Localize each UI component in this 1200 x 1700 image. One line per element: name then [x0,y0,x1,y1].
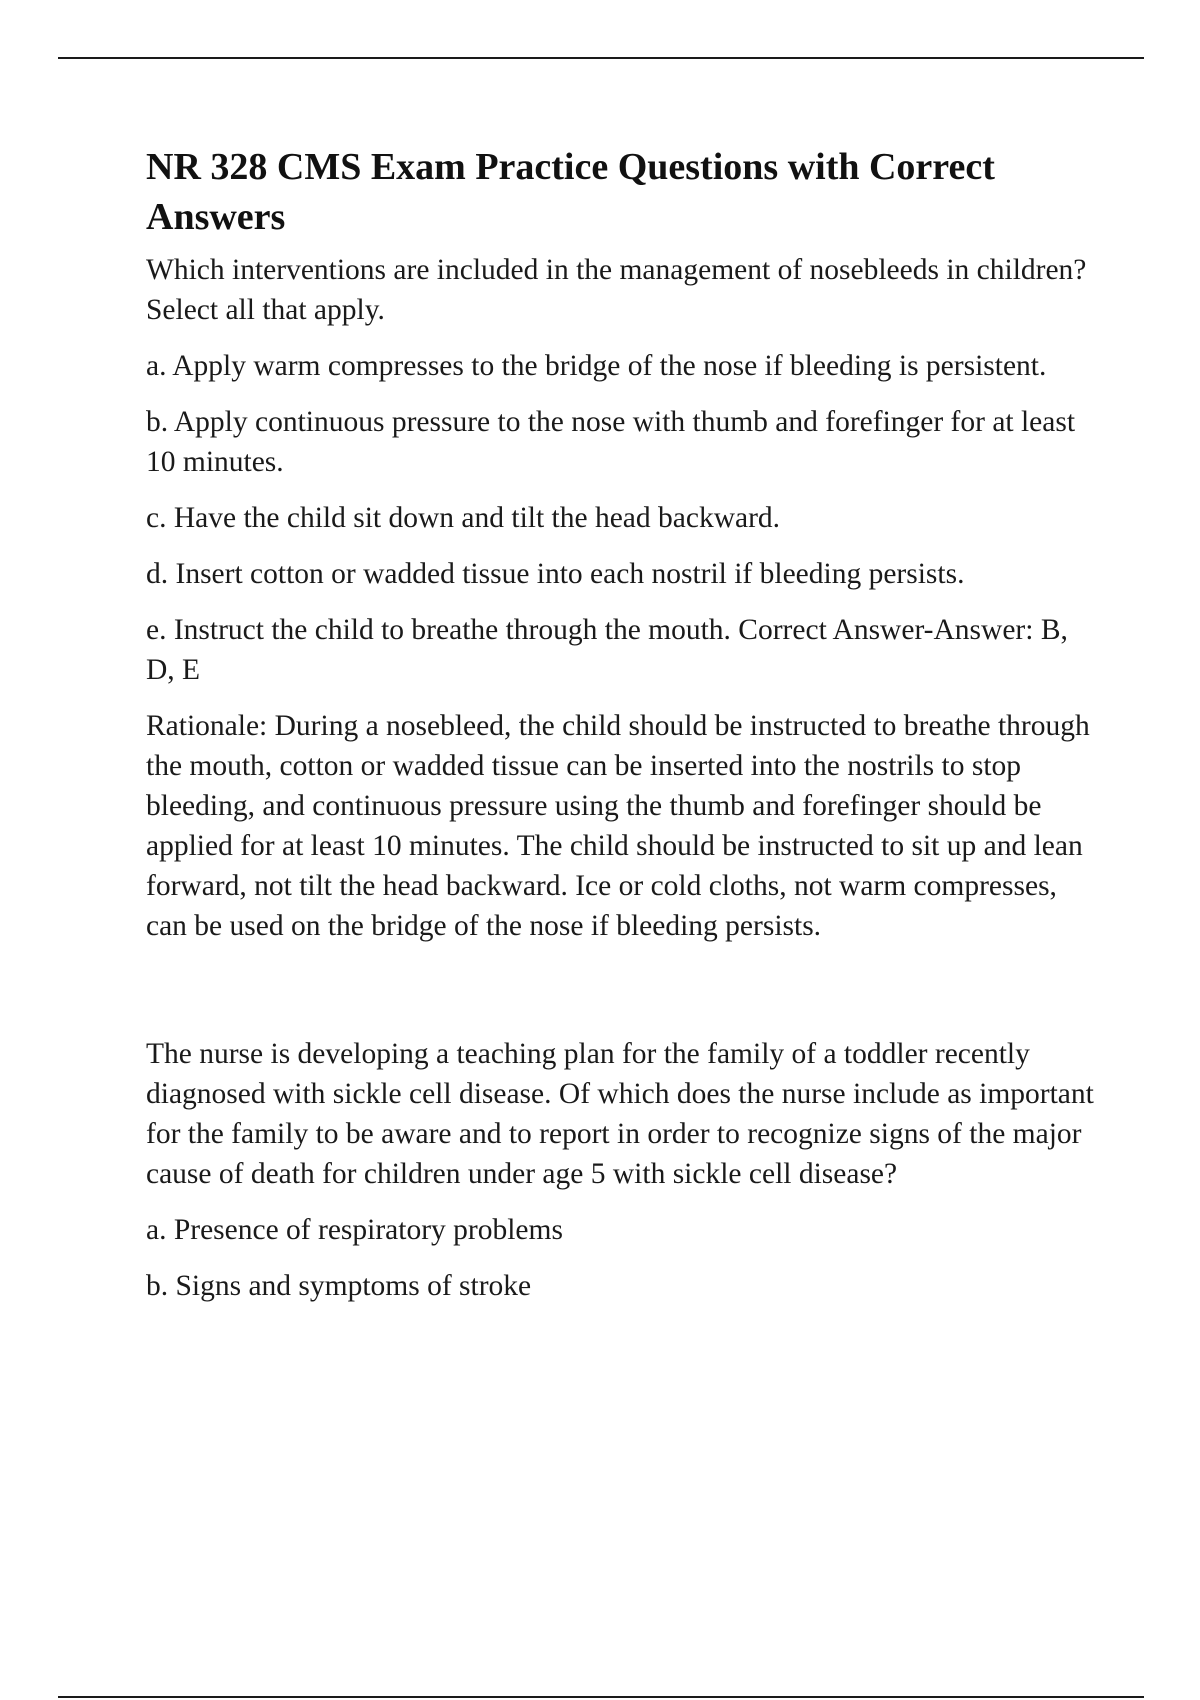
question-1 [146,250,1096,946]
question-1-option-d: d. Insert cotton or wadded tissue into each nostril if bleeding persists. [146,558,965,590]
document-body [146,142,1096,1322]
question-2-stem: The nurse is developing a teaching plan for the family of a toddler recently diagnosed with sickle cell disease. Of which does the nurse include as important for the family to be aware and to report in order to recognize signs of the major cause of death for children under age 5 with sickle cell disease? [146,1038,1094,1190]
bottom-rule [58,1696,1144,1698]
question-1-option-e-answer: e. Instruct the child to breathe through the mouth. Correct Answer-Answer: B, D, E [146,614,1068,686]
document-title: NR 328 CMS Exam Practice Questions with Correct Answers [146,146,995,238]
question-1-stem: Which interventions are included in the management of nosebleeds in children? Select all that apply. [146,254,1087,326]
question-2 [146,1034,1096,1306]
question-2-option-b: b. Signs and symptoms of stroke [146,1270,532,1302]
top-rule [58,57,1144,59]
question-1-option-b: b. Apply continuous pressure to the nose with thumb and forefinger for at least 10 minutes. [146,406,1076,478]
question-2-option-a: a. Presence of respiratory problems [146,1214,563,1246]
question-1-option-a: a. Apply warm compresses to the bridge of the nose if bleeding is persistent. [146,350,1047,382]
section-spacer [146,962,1096,1034]
question-1-option-c: c. Have the child sit down and tilt the head backward. [146,502,781,534]
question-1-rationale: Rationale: During a nosebleed, the child should be instructed to breathe through the mouth, cotton or wadded tissue can be inserted into the nostrils to stop bleeding, and continuous pressure using the thumb and forefinger should be applied for at least 10 minutes. The child should be instructed to sit up and lean forward, not tilt the head backward. Ice or cold cloths, not warm compresses, can be used on the bridge of the nose if bleeding persists. [146,710,1090,942]
